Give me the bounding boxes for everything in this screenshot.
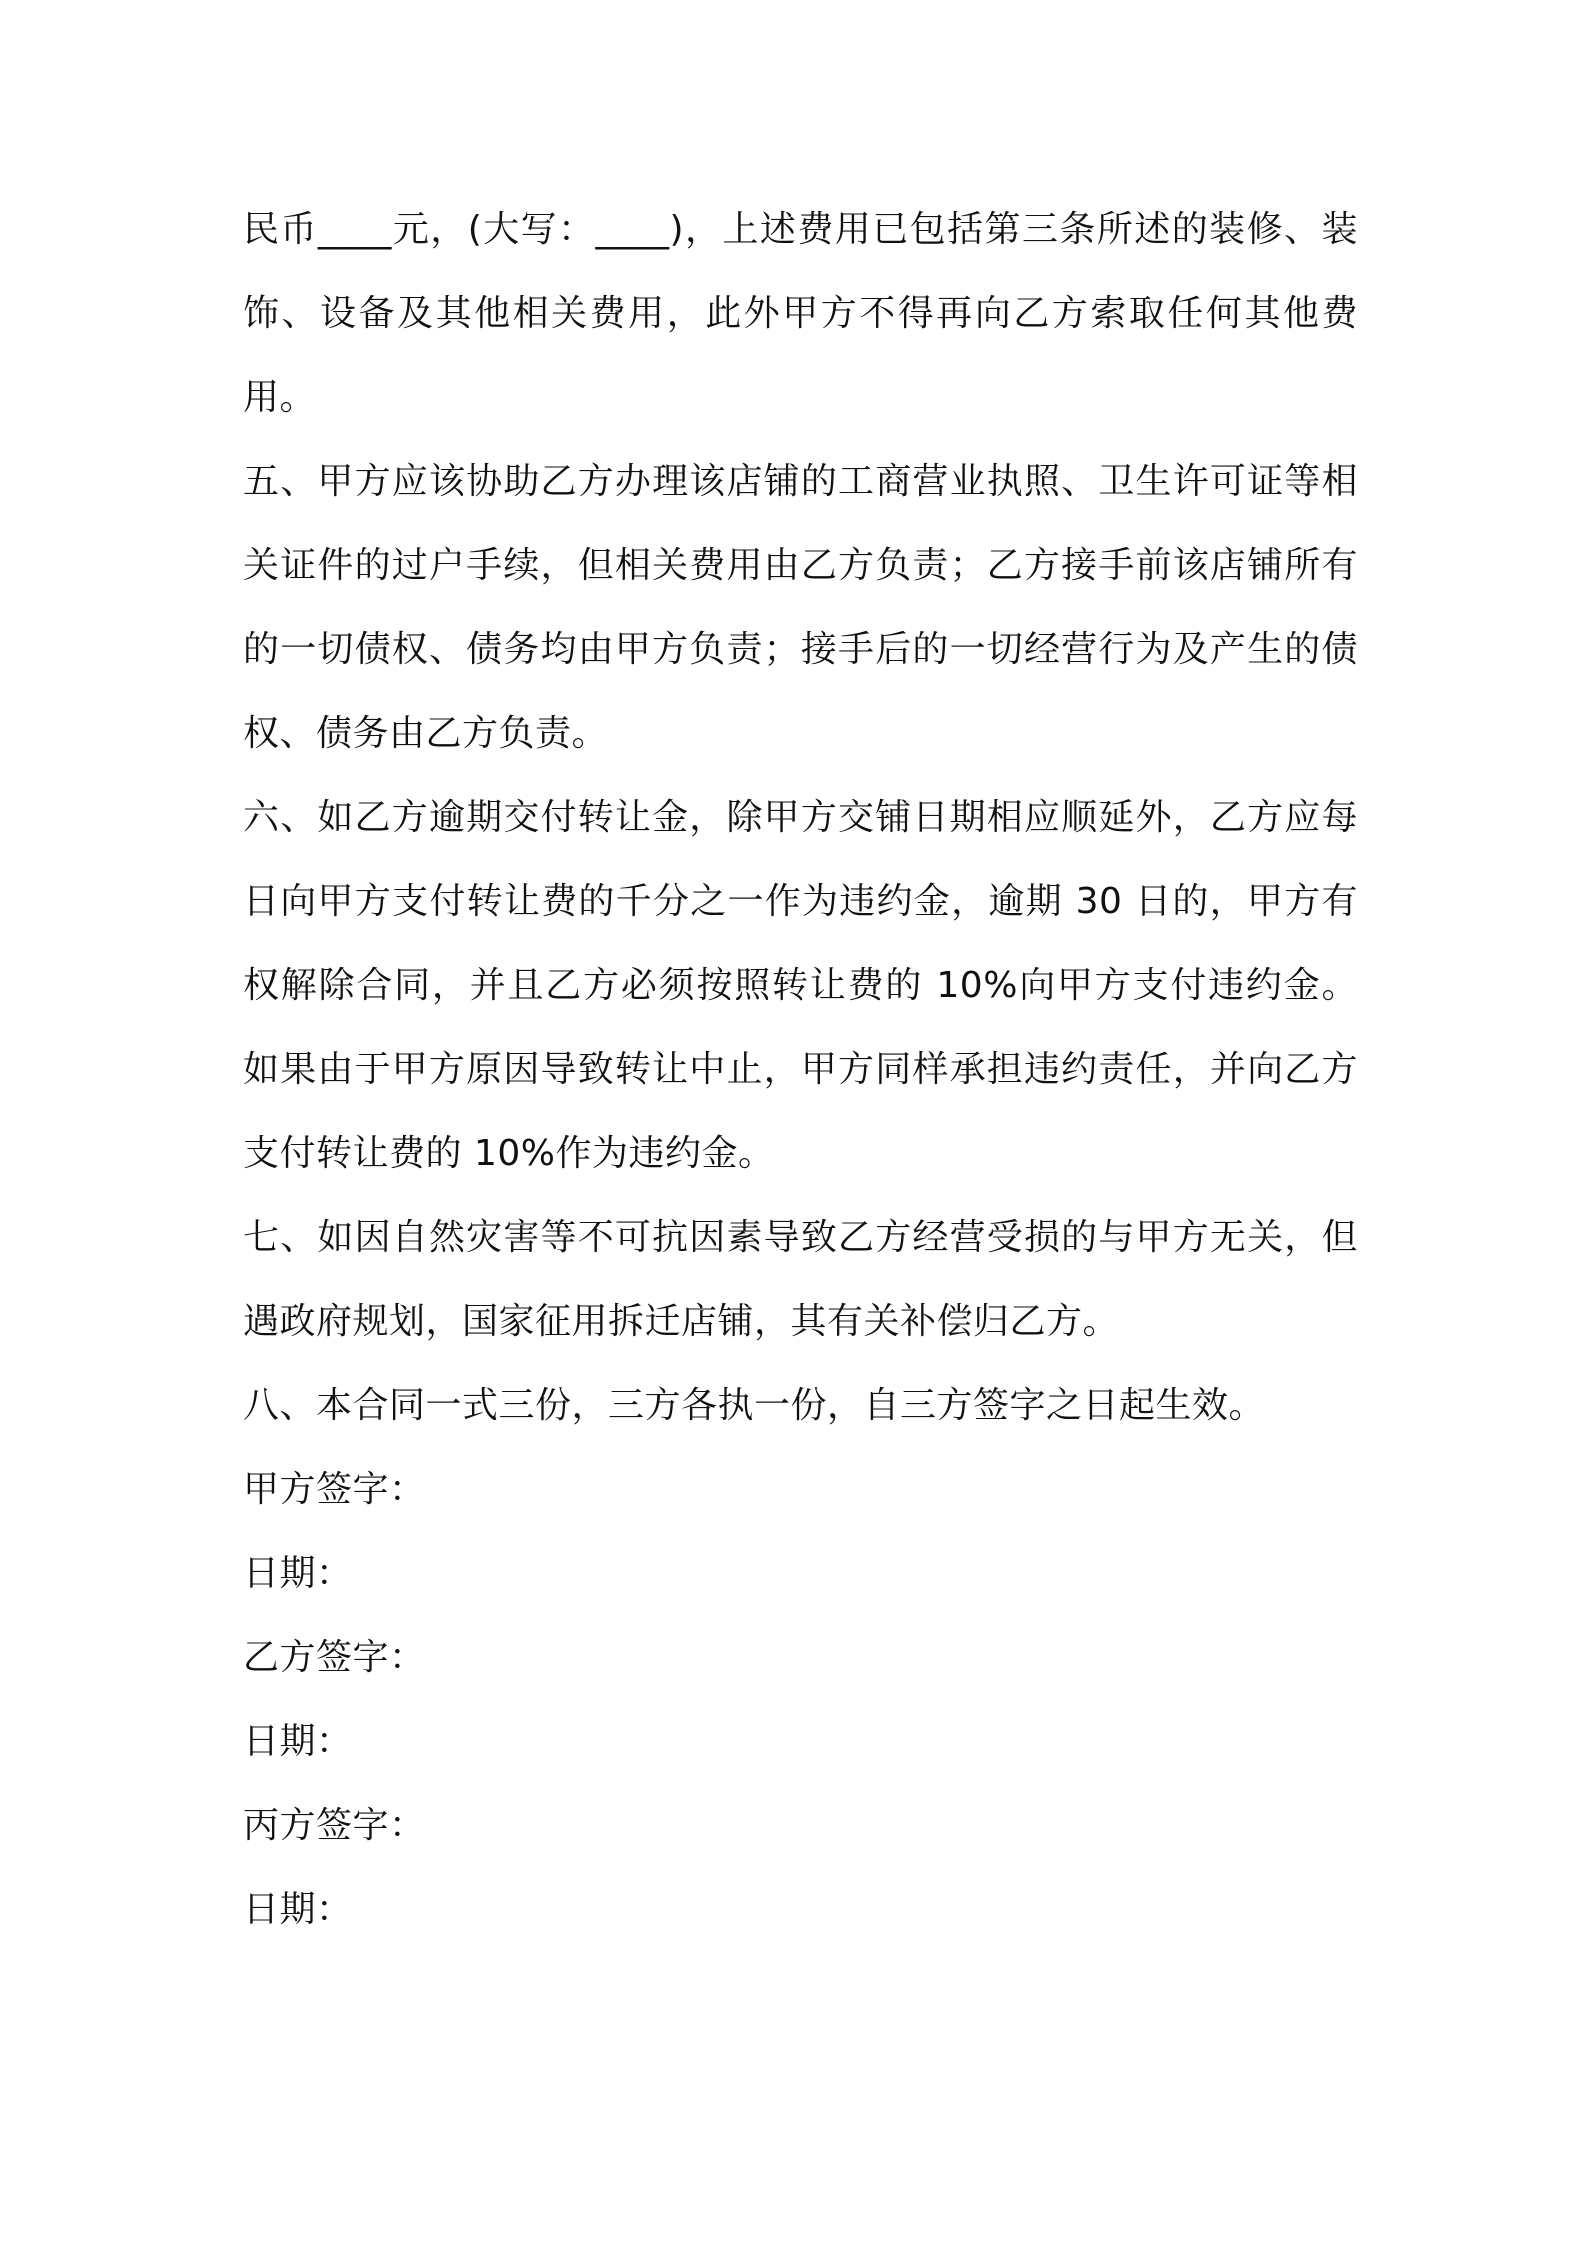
clause-six: 六、如乙方逾期交付转让金，除甲方交铺日期相应顺延外，乙方应每日向甲方支付转让费的千分之一作为违约金，逾期 30 日的，甲方有权解除合同，并且乙方必须按照转让费的 10%向甲方支付违约金。如果由于甲方原因导致转让中止，甲方同样承担违约责任，并向乙方支付转让费的 10%作为违约金。 — [243, 797, 1358, 1174]
document-body — [243, 188, 1358, 1952]
party-b-date-label: 日期： — [243, 1721, 353, 1762]
party-a-signature-label: 甲方签字： — [243, 1469, 426, 1510]
party-c-signature-label: 丙方签字： — [243, 1805, 426, 1846]
party-b-signature-label: 乙方签字： — [243, 1637, 426, 1678]
clause-eight: 八、本合同一式三份，三方各执一份，自三方签字之日起生效。 — [243, 1385, 1266, 1426]
paragraph-fee-continuation: 民币____元，(大写：____)，上述费用已包括第三条所述的装修、装饰、设备及其他相关费用，此外甲方不得再向乙方索取任何其他费用。 — [243, 209, 1358, 418]
party-c-date-label: 日期： — [243, 1889, 353, 1930]
clause-five: 五、甲方应该协助乙方办理该店铺的工商营业执照、卫生许可证等相关证件的过户手续，但相关费用由乙方负责；乙方接手前该店铺所有的一切债权、债务均由甲方负责；接手后的一切经营行为及产生的债权、债务由乙方负责。 — [243, 461, 1358, 754]
party-a-date-label: 日期： — [243, 1553, 353, 1594]
clause-seven: 七、如因自然灾害等不可抗因素导致乙方经营受损的与甲方无关，但遇政府规划，国家征用拆迁店铺，其有关补偿归乙方。 — [243, 1217, 1358, 1342]
